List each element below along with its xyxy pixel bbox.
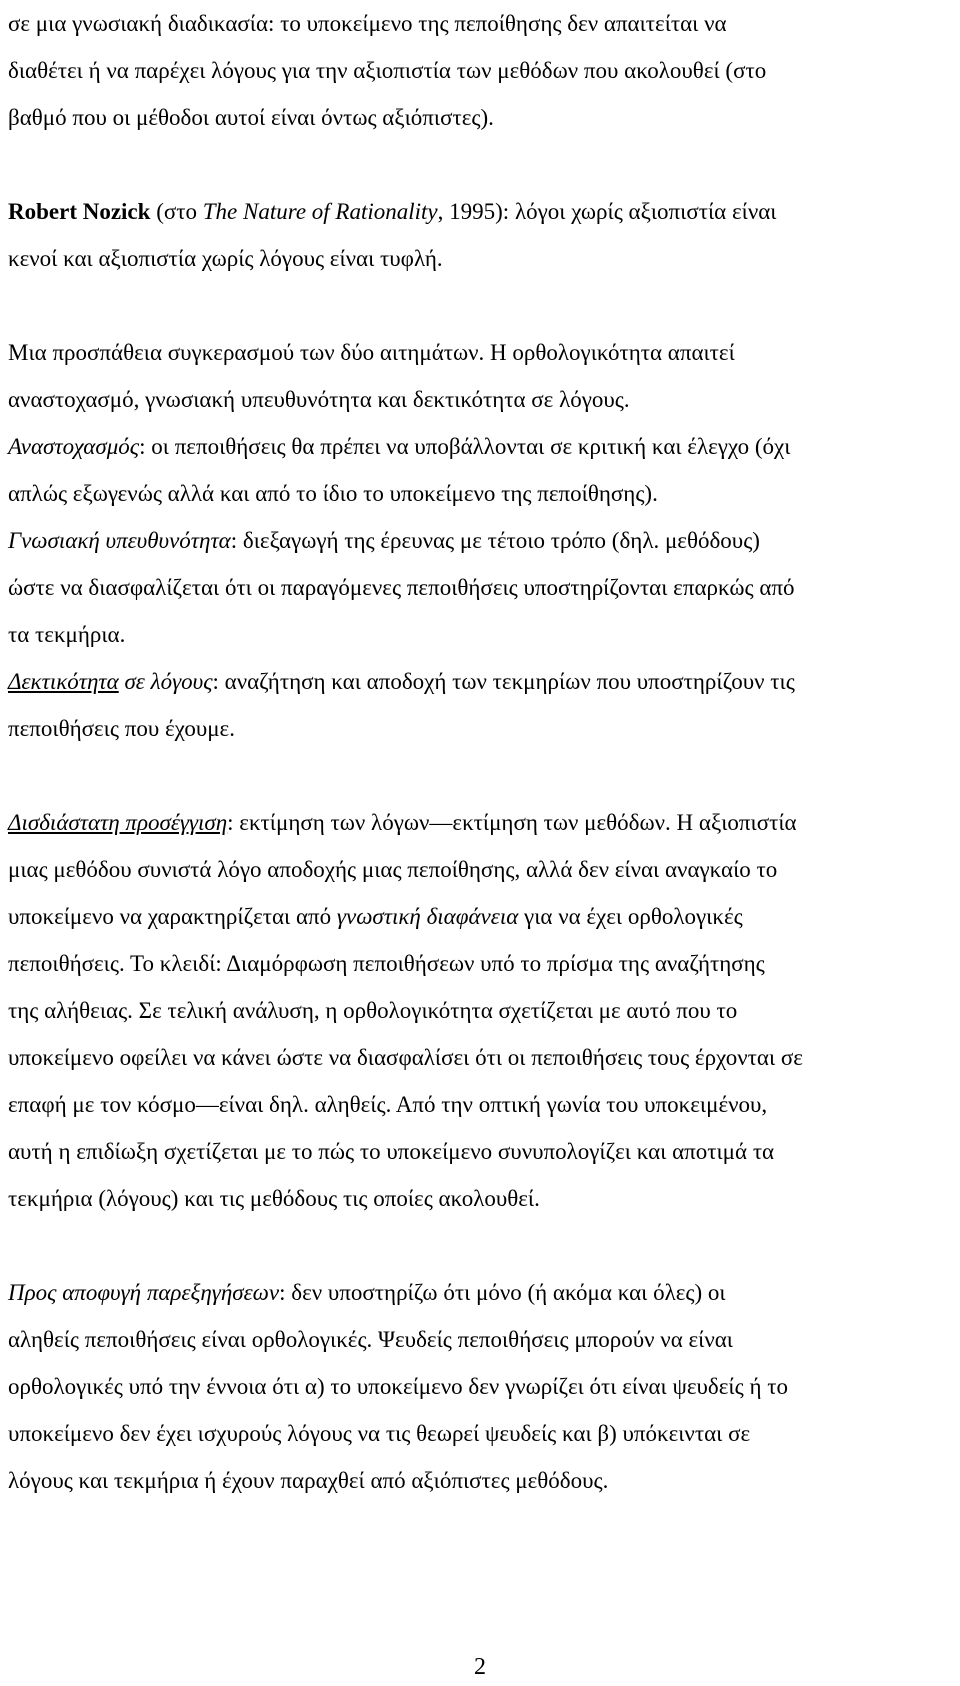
text-line: υποκείμενο οφείλει να κάνει ώστε να διασφαλίσει ότι οι πεποιθήσεις τους έρχονται σε — [8, 1045, 803, 1070]
text-line: επαφή με τον κόσμο—είναι δηλ. αληθείς. Από την οπτική γωνία του υποκειμένου, — [8, 1092, 768, 1117]
text-line: κενοί και αξιοπιστία χωρίς λόγους είναι τυφλή. — [8, 246, 443, 271]
text-line: της αλήθειας. Σε τελική ανάλυση, η ορθολογικότητα σχετίζεται με αυτό που το — [8, 998, 738, 1023]
term-responsibility: Γνωσιακή υπευθυνότητα — [8, 528, 231, 553]
paragraph-requirements — [8, 329, 954, 752]
text-line: πεποιθήσεις που έχουμε. — [8, 716, 235, 741]
text-run: : αναζήτηση και αποδοχή των τεκμηρίων που υποστηρίζουν τις — [212, 669, 795, 694]
text-line: τεκμήρια (λόγους) και τις μεθόδους τις οποίες ακολουθεί. — [8, 1186, 540, 1211]
text-run: : δεν υποστηρίζω ότι μόνο (ή ακόμα και όλες) οι — [279, 1280, 726, 1305]
author-name: Robert Nozick — [8, 199, 151, 224]
text-run: υποκείμενο να χαρακτηρίζεται από — [8, 904, 337, 929]
text-run: (στο — [150, 199, 203, 224]
text-line: αυτή η επιδίωξη σχετίζεται με το πώς το υποκείμενο συνυπολογίζει και αποτιμά τα — [8, 1139, 775, 1164]
term-receptivity-tail: σε λόγους — [118, 669, 213, 694]
text-line — [8, 188, 954, 235]
text-run: : εκτίμηση των λόγων—εκτίμηση των μεθόδων. Η αξιοπιστία — [227, 810, 797, 835]
text-line — [8, 423, 954, 470]
term-reflection: Αναστοχασμός — [8, 434, 140, 459]
text-line: διαθέτει ή να παρέχει λόγους για την αξιοπιστία των μεθόδων που ακολουθεί (στο — [8, 58, 767, 83]
paragraph-two-dimensional — [8, 799, 954, 1222]
text-line: μιας μεθόδου συνιστά λόγο αποδοχής μιας πεποίθησης, αλλά δεν είναι αναγκαίο το — [8, 857, 778, 882]
text-run: για να έχει ορθολογικές — [518, 904, 743, 929]
book-title: The Nature of Rationality — [202, 199, 438, 224]
paragraph-misunderstandings — [8, 1269, 954, 1504]
text-line: Μια προσπάθεια συγκερασμού των δύο αιτημάτων. Η ορθολογικότητα απαιτεί — [8, 340, 735, 365]
text-line: αληθείς πεποιθήσεις είναι ορθολογικές. Ψευδείς πεποιθήσεις μπορούν να είναι — [8, 1327, 733, 1352]
text-line: λόγους και τεκμήρια ή έχουν παραχθεί από αξιόπιστες μεθόδους. — [8, 1468, 609, 1493]
text-line: ορθολογικές υπό την έννοια ότι α) το υποκείμενο δεν γνωρίζει ότι είναι ψευδείς ή το — [8, 1374, 788, 1399]
term-avoid-misunderstandings: Προς αποφυγή παρεξηγήσεων — [8, 1280, 280, 1305]
text-line: υποκείμενο δεν έχει ισχυρούς λόγους να τις θεωρεί ψευδείς και β) υπόκεινται σε — [8, 1421, 751, 1446]
text-line — [8, 517, 954, 564]
term-receptivity: Δεκτικότητα — [8, 669, 119, 694]
text-line — [8, 658, 954, 705]
text-line — [8, 799, 954, 846]
text-line: βαθμό που οι μέθοδοι αυτοί είναι όντως αξιόπιστες). — [8, 105, 494, 130]
document-body — [8, 0, 954, 1504]
text-run: : διεξαγωγή της έρευνας με τέτοιο τρόπο (δηλ. μεθόδους) — [230, 528, 760, 553]
page-number: 2 — [474, 1654, 486, 1680]
text-run: , 1995): λόγοι χωρίς αξιοπιστία είναι — [437, 199, 777, 224]
text-run: : οι πεποιθήσεις θα πρέπει να υποβάλλονται σε κριτική και έλεγχο (όχι — [139, 434, 791, 459]
text-line — [8, 893, 954, 940]
text-line: σε μια γνωσιακή διαδικασία: το υποκείμενο της πεποίθησης δεν απαιτείται να — [8, 11, 727, 36]
paragraph-nozick — [8, 188, 954, 282]
term-cognitive-transparency: γνωστική διαφάνεια — [336, 904, 519, 929]
text-line — [8, 1269, 954, 1316]
paragraph-1 — [8, 0, 954, 141]
text-line: τα τεκμήρια. — [8, 622, 126, 647]
text-line: ώστε να διασφαλίζεται ότι οι παραγόμενες πεποιθήσεις υποστηρίζονται επαρκώς από — [8, 575, 795, 600]
text-line: αναστοχασμό, γνωσιακή υπευθυνότητα και δεκτικότητα σε λόγους. — [8, 387, 630, 412]
text-line: απλώς εξωγενώς αλλά και από το ίδιο το υποκείμενο της πεποίθησης). — [8, 481, 658, 506]
term-two-dimensional: Δισδιάστατη προσέγγιση — [8, 810, 228, 835]
text-line: πεποιθήσεις. Το κλειδί: Διαμόρφωση πεποιθήσεων υπό το πρίσμα της αναζήτησης — [8, 951, 765, 976]
